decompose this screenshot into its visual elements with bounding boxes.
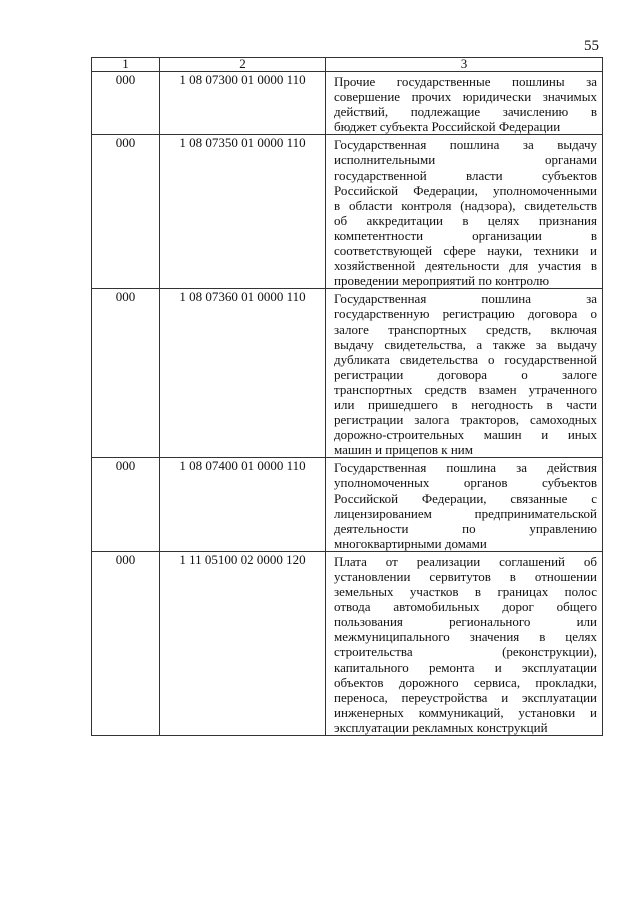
description-line: установлении сервитутов в отношении: [334, 569, 597, 584]
description-cell: [326, 135, 603, 289]
description-line: Государственная пошлина за действия: [334, 460, 597, 476]
description-line: Государственная пошлина за: [334, 291, 597, 307]
budget-code-cell: 1 08 07350 01 0000 110: [160, 135, 326, 289]
table-row: [92, 135, 603, 289]
description-line: объектов дорожного сервиса, прокладки,: [334, 674, 597, 690]
table-row: [92, 551, 603, 735]
description-line: компетентности организации в: [334, 227, 597, 243]
description-line: многоквартирными домами: [334, 535, 487, 551]
description-line: или пришедшего в негодность в части: [334, 396, 597, 412]
admin-code-cell: 000: [92, 72, 160, 135]
description-cell: [326, 289, 603, 458]
column-header-1: 1: [92, 58, 160, 72]
description-line: соответствующей сфере науки, техники и: [334, 243, 597, 259]
description-line: об аккредитации в целях признания: [334, 212, 597, 228]
description-line: дубликата свидетельства о государственной: [334, 351, 597, 367]
table-row: [92, 289, 603, 458]
description-line: Российской Федерации, связанные с: [334, 490, 597, 506]
description-line: хозяйственной деятельности для участия в: [334, 258, 597, 274]
description-line: капитального ремонта и эксплуатации: [334, 659, 597, 675]
description-line: Плата от реализации соглашений об: [334, 553, 597, 569]
budget-code-cell: 1 08 07300 01 0000 110: [160, 72, 326, 135]
description-line: отвода автомобильных дорог общего: [334, 599, 597, 615]
budget-code-cell: 1 08 07360 01 0000 110: [160, 289, 326, 458]
description-line: регистрации договора о залоге: [334, 366, 597, 382]
description-line: строительства (реконструкции),: [334, 644, 597, 660]
description-line: эксплуатации рекламных конструкций: [334, 719, 548, 735]
description-line: выдачу свидетельства, а также за выдачу: [334, 336, 597, 352]
description-line: дорожно-строительных машин и иных: [334, 427, 597, 443]
admin-code-cell: 000: [92, 289, 160, 458]
table-row: [92, 458, 603, 552]
description-line: бюджет субъекта Российской Федерации: [334, 119, 561, 135]
admin-code-cell: 000: [92, 458, 160, 552]
description-line: уполномоченных органов субъектов: [334, 475, 597, 491]
description-line: пользования регионального или: [334, 614, 597, 630]
description-cell: [326, 458, 603, 552]
page-number: 55: [584, 38, 599, 54]
description-line: Российской Федерации, уполномоченными: [334, 182, 597, 198]
description-line: межмуниципального значения в целях: [334, 629, 597, 645]
description-line: земельных участков в границах полос: [334, 584, 597, 600]
description-line: деятельности по управлению: [334, 520, 597, 536]
table-row: [92, 72, 603, 135]
admin-code-cell: 000: [92, 551, 160, 735]
column-header-3: 3: [326, 58, 603, 72]
table-header-row: [92, 58, 603, 72]
description-line: государственную регистрацию договора о: [334, 306, 597, 322]
description-line: транспортных средств взамен утраченного: [334, 381, 597, 397]
description-cell: [326, 551, 603, 735]
description-line: регистрации залога тракторов, самоходных: [334, 412, 597, 428]
description-line: в области контроля (надзора), свидетельств: [334, 197, 597, 213]
description-line: совершение прочих юридически значимых: [334, 89, 597, 105]
description-cell: [326, 72, 603, 135]
description-line: переноса, переустройства и эксплуатации: [334, 689, 597, 705]
description-line: инженерных коммуникаций, установки и: [334, 704, 597, 720]
description-line: Прочие государственные пошлины за: [334, 74, 597, 89]
description-line: государственной власти субъектов: [334, 167, 597, 183]
admin-code-cell: 000: [92, 135, 160, 289]
description-line: машин и прицепов к ним: [334, 442, 473, 458]
budget-code-cell: 1 08 07400 01 0000 110: [160, 458, 326, 552]
budget-code-cell: 1 11 05100 02 0000 120: [160, 551, 326, 735]
description-line: лицензированием предпринимательской: [334, 505, 597, 521]
description-line: исполнительными органами: [334, 152, 597, 168]
description-line: действий, подлежащие зачислению в: [334, 104, 597, 120]
description-line: проведении мероприятий по контролю: [334, 273, 550, 289]
description-line: Государственная пошлина за выдачу: [334, 137, 597, 153]
description-line: залоге транспортных средств, включая: [334, 321, 597, 337]
column-header-2: 2: [160, 58, 326, 72]
budget-classification-table: [91, 57, 603, 736]
